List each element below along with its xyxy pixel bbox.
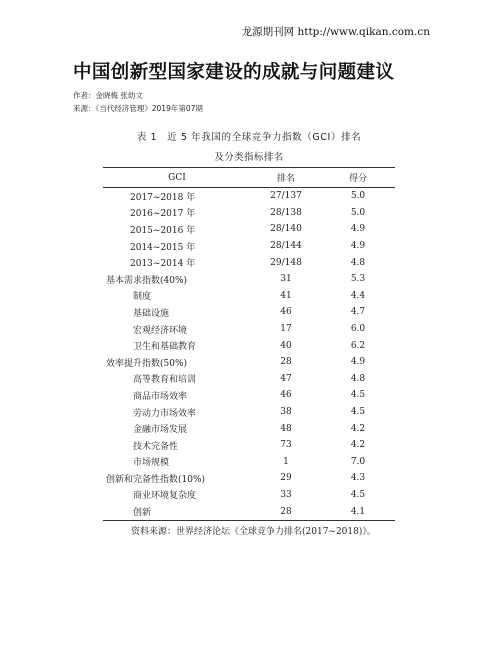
table-row — [103, 238, 395, 255]
row-score: 4.8 — [350, 257, 366, 268]
row-rank: 40 — [280, 340, 292, 351]
row-rank: 28/138 — [270, 207, 302, 218]
row-rank: 46 — [280, 390, 292, 401]
row-label: 技术完备性 — [133, 441, 179, 452]
row-label: 2017~2018 年 — [130, 192, 196, 203]
table-row — [103, 404, 395, 421]
table-row — [103, 254, 395, 271]
table-row — [103, 470, 395, 487]
row-rank: 28 — [280, 506, 292, 517]
row-score: 4.4 — [350, 290, 366, 301]
row-score: 4.1 — [350, 506, 366, 517]
row-score: 4.8 — [350, 373, 366, 384]
author-line: 作者：金晓梅 张幼文 — [73, 91, 143, 100]
row-label: 2013~2014 年 — [130, 259, 196, 270]
row-rank: 41 — [280, 290, 292, 301]
table-row — [103, 487, 395, 504]
row-rank: 73 — [280, 440, 292, 451]
row-score: 6.0 — [350, 324, 366, 335]
row-score: 4.5 — [350, 407, 366, 418]
row-score: 4.2 — [350, 440, 366, 451]
row-label: 基础设施 — [133, 308, 170, 319]
row-rank: 28/140 — [270, 224, 302, 235]
table-row — [103, 304, 395, 321]
row-label: 2016~2017 年 — [130, 209, 196, 220]
row-score: 4.9 — [350, 357, 366, 368]
table-row — [103, 371, 395, 388]
row-label: 市场规模 — [133, 458, 170, 469]
source-line: 来源：《当代经济管理》2019年第07期 — [73, 104, 203, 113]
page-title: 中国创新型国家建设的成就与问题建议 — [73, 62, 395, 83]
row-label: 创新和完备性指数(10%) — [106, 474, 206, 485]
row-score: 5.0 — [350, 191, 366, 202]
row-score: 4.9 — [350, 224, 366, 235]
row-score: 4.7 — [350, 307, 366, 318]
table-row — [103, 337, 395, 354]
table-row — [103, 420, 395, 437]
table-header-row — [103, 168, 395, 188]
row-rank: 38 — [280, 407, 292, 418]
column-header-rank: 排名 — [276, 174, 295, 184]
row-score: 5.3 — [350, 274, 366, 285]
row-rank: 33 — [280, 489, 292, 500]
row-rank: 28 — [280, 357, 292, 368]
table-caption-subtitle: 及分类指标排名 — [214, 152, 284, 163]
table-row — [103, 205, 395, 222]
row-label: 宏观经济环境 — [133, 325, 188, 336]
row-rank: 31 — [280, 274, 292, 285]
row-rank: 1 — [283, 456, 289, 467]
table-row — [103, 321, 395, 338]
row-rank: 28/144 — [270, 241, 302, 252]
row-rank: 27/137 — [270, 191, 302, 202]
row-score: 4.3 — [350, 473, 366, 484]
table-row — [103, 221, 395, 238]
row-label: 商品市场效率 — [133, 391, 188, 402]
row-score: 4.5 — [350, 489, 366, 500]
row-label: 2014~2015 年 — [130, 242, 196, 253]
row-label: 2015~2016 年 — [130, 225, 196, 236]
row-label: 高等教育和培训 — [133, 375, 197, 386]
row-label: 卫生和基础教育 — [133, 342, 197, 353]
row-score: 4.2 — [350, 423, 366, 434]
row-rank: 46 — [280, 307, 292, 318]
table-row — [103, 437, 395, 454]
gci-ranking-table — [103, 167, 395, 521]
column-header-score: 得分 — [348, 174, 367, 184]
gci-table-block — [103, 127, 395, 537]
row-label: 金融市场发展 — [133, 425, 188, 436]
row-score: 5.0 — [350, 207, 366, 218]
row-score: 7.0 — [350, 456, 366, 467]
row-rank: 29 — [280, 473, 292, 484]
table-row — [103, 188, 395, 205]
row-label: 劳动力市场效率 — [133, 408, 197, 419]
table-footnote: 资料来源：世界经济论坛《全球竞争力排名(2017~2018)》。 — [131, 526, 376, 537]
table-row — [103, 387, 395, 404]
row-rank: 48 — [280, 423, 292, 434]
table-row — [103, 288, 395, 305]
row-rank: 17 — [280, 324, 292, 335]
row-score: 4.9 — [350, 241, 366, 252]
site-watermark: 龙源期刊网 http://www.qikan.com.cn — [241, 26, 430, 38]
row-label: 商业环境复杂度 — [133, 491, 197, 502]
row-score: 6.2 — [350, 340, 366, 351]
row-label: 制度 — [133, 292, 152, 303]
row-rank: 47 — [280, 373, 292, 384]
row-label: 效率提升指数(50%) — [106, 358, 188, 369]
column-header-gci: GCI — [168, 172, 186, 183]
table-row — [103, 271, 395, 288]
table-row — [103, 503, 395, 520]
table-caption: 表 1 近 5 年我国的全球竞争力指数（GCI）排名 — [136, 132, 362, 143]
row-label: 创新 — [133, 508, 152, 519]
row-score: 4.5 — [350, 390, 366, 401]
row-label: 基本需求指数(40%) — [106, 275, 188, 286]
table-row — [103, 454, 395, 471]
row-rank: 29/148 — [270, 257, 302, 268]
table-row — [103, 354, 395, 371]
